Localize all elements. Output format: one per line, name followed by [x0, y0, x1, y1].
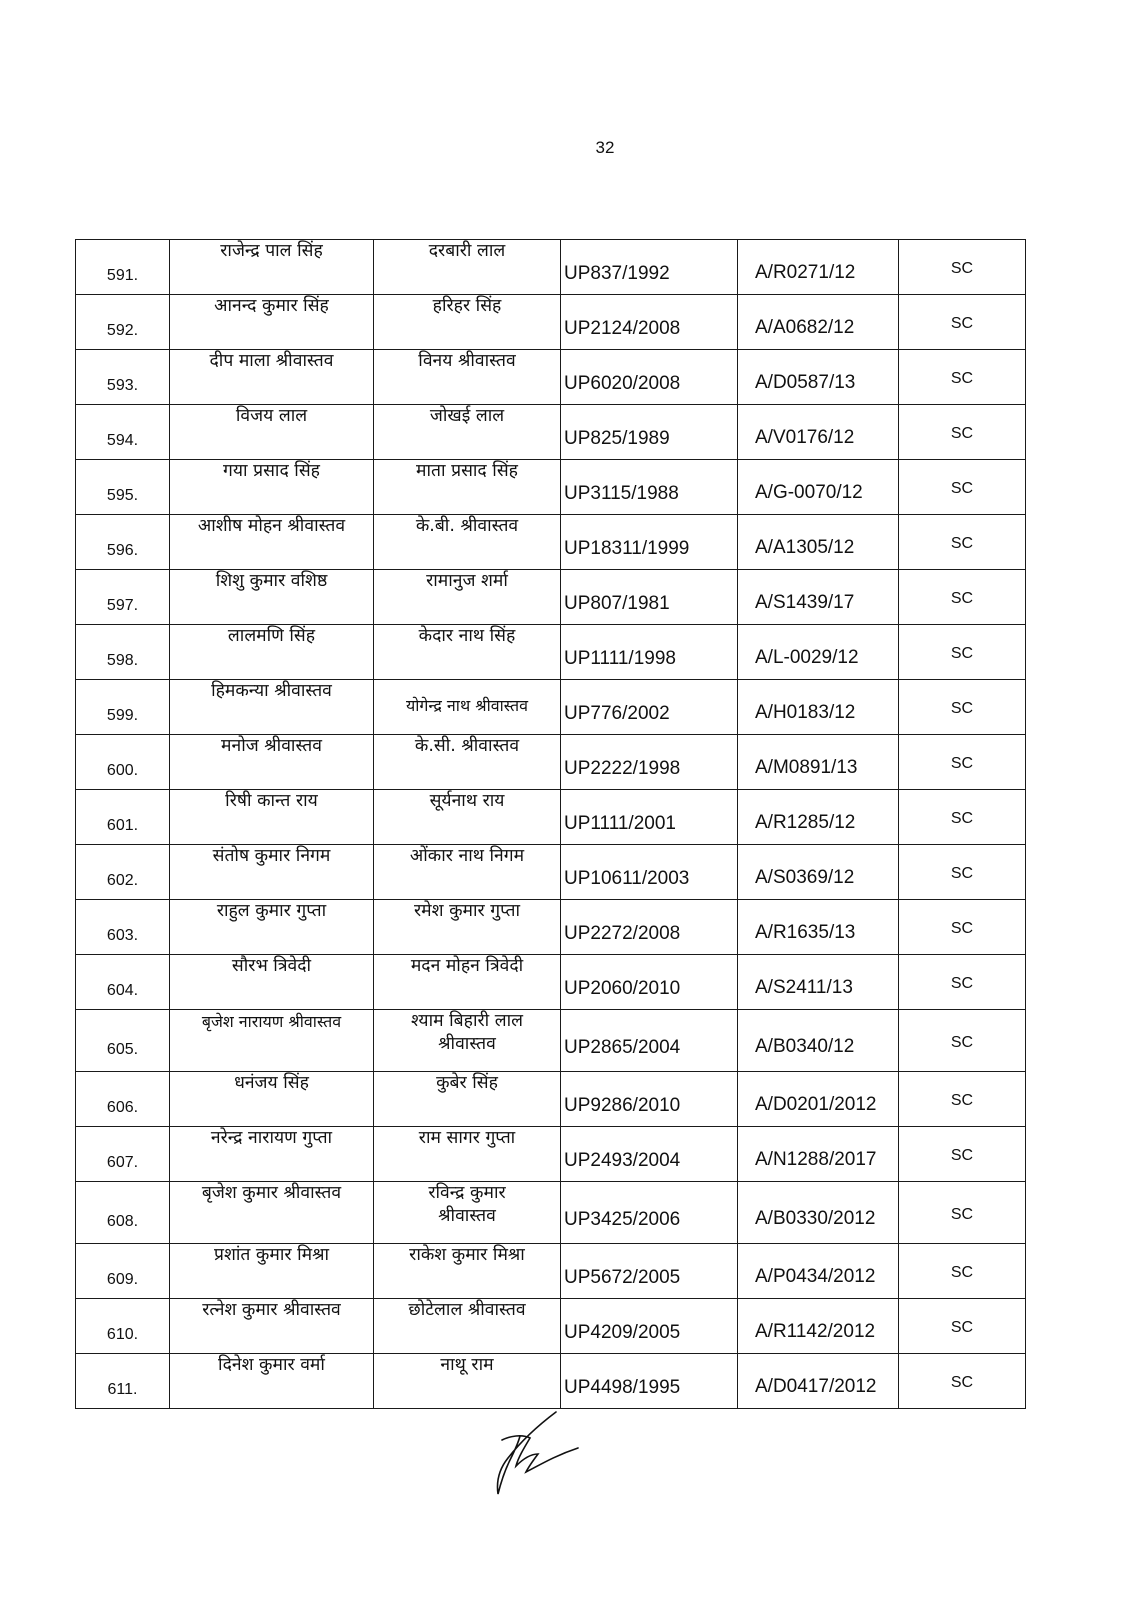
- father-name: के.बी. श्रीवास्तव: [374, 515, 561, 570]
- application-number: A/L-0029/12: [738, 625, 899, 680]
- advocate-name: प्रशांत कुमार मिश्रा: [170, 1244, 374, 1299]
- table-row: [76, 1072, 1026, 1127]
- enrolment-number: UP2124/2008: [561, 295, 738, 350]
- table-row: [76, 460, 1026, 515]
- enrolment-number: UP4498/1995: [561, 1354, 738, 1409]
- advocate-name: हिमकन्या श्रीवास्तव: [170, 680, 374, 735]
- category: SC: [899, 680, 1026, 735]
- father-name: माता प्रसाद सिंह: [374, 460, 561, 515]
- advocate-register-table: [75, 239, 1026, 1409]
- category: SC: [899, 570, 1026, 625]
- table-row: [76, 735, 1026, 790]
- application-number: A/G-0070/12: [738, 460, 899, 515]
- advocate-name: दिनेश कुमार वर्मा: [170, 1354, 374, 1409]
- table-row: [76, 1010, 1026, 1072]
- category: SC: [899, 1299, 1026, 1354]
- table-row: [76, 1354, 1026, 1409]
- application-number: A/D0417/2012: [738, 1354, 899, 1409]
- table-row: [76, 680, 1026, 735]
- enrolment-number: UP2865/2004: [561, 1010, 738, 1072]
- serial-number: 607.: [76, 1127, 170, 1182]
- father-name: विनय श्रीवास्तव: [374, 350, 561, 405]
- category: SC: [899, 405, 1026, 460]
- advocate-name: गया प्रसाद सिंह: [170, 460, 374, 515]
- advocate-name: मनोज श्रीवास्तव: [170, 735, 374, 790]
- serial-number: 608.: [76, 1182, 170, 1244]
- enrolment-number: UP807/1981: [561, 570, 738, 625]
- serial-number: 605.: [76, 1010, 170, 1072]
- category: SC: [899, 1354, 1026, 1409]
- application-number: A/R1635/13: [738, 900, 899, 955]
- father-name: योगेन्द्र नाथ श्रीवास्तव: [374, 680, 561, 735]
- enrolment-number: UP3115/1988: [561, 460, 738, 515]
- father-name: सूर्यनाथ राय: [374, 790, 561, 845]
- serial-number: 604.: [76, 955, 170, 1010]
- category: SC: [899, 460, 1026, 515]
- application-number: A/R1142/2012: [738, 1299, 899, 1354]
- category: SC: [899, 845, 1026, 900]
- enrolment-number: UP10611/2003: [561, 845, 738, 900]
- enrolment-number: UP776/2002: [561, 680, 738, 735]
- father-name: नाथू राम: [374, 1354, 561, 1409]
- application-number: A/H0183/12: [738, 680, 899, 735]
- application-number: A/B0340/12: [738, 1010, 899, 1072]
- father-name: जोखई लाल: [374, 405, 561, 460]
- serial-number: 600.: [76, 735, 170, 790]
- advocate-name: धनंजय सिंह: [170, 1072, 374, 1127]
- serial-number: 597.: [76, 570, 170, 625]
- table-row: [76, 350, 1026, 405]
- serial-number: 603.: [76, 900, 170, 955]
- serial-number: 599.: [76, 680, 170, 735]
- serial-number: 591.: [76, 240, 170, 295]
- enrolment-number: UP3425/2006: [561, 1182, 738, 1244]
- category: SC: [899, 900, 1026, 955]
- advocate-name: शिशु कुमार वशिष्ठ: [170, 570, 374, 625]
- father-name: राकेश कुमार मिश्रा: [374, 1244, 561, 1299]
- application-number: A/A0682/12: [738, 295, 899, 350]
- serial-number: 592.: [76, 295, 170, 350]
- enrolment-number: UP4209/2005: [561, 1299, 738, 1354]
- application-number: A/V0176/12: [738, 405, 899, 460]
- advocate-name: बृजेश नारायण श्रीवास्तव: [170, 1010, 374, 1072]
- table-row: [76, 845, 1026, 900]
- table-row: [76, 900, 1026, 955]
- father-name: दरबारी लाल: [374, 240, 561, 295]
- advocate-name: आनन्द कुमार सिंह: [170, 295, 374, 350]
- table-row: [76, 515, 1026, 570]
- father-name: हरिहर सिंह: [374, 295, 561, 350]
- category: SC: [899, 1127, 1026, 1182]
- enrolment-number: UP1111/1998: [561, 625, 738, 680]
- category: SC: [899, 295, 1026, 350]
- signature: [488, 1410, 588, 1500]
- father-name: राम सागर गुप्ता: [374, 1127, 561, 1182]
- category: SC: [899, 240, 1026, 295]
- category: SC: [899, 955, 1026, 1010]
- advocate-name: बृजेश कुमार श्रीवास्तव: [170, 1182, 374, 1244]
- advocate-name: नरेन्द्र नारायण गुप्ता: [170, 1127, 374, 1182]
- category: SC: [899, 1182, 1026, 1244]
- serial-number: 595.: [76, 460, 170, 515]
- category: SC: [899, 1010, 1026, 1072]
- advocate-name: विजय लाल: [170, 405, 374, 460]
- enrolment-number: UP18311/1999: [561, 515, 738, 570]
- serial-number: 609.: [76, 1244, 170, 1299]
- enrolment-number: UP6020/2008: [561, 350, 738, 405]
- table-row: [76, 240, 1026, 295]
- serial-number: 593.: [76, 350, 170, 405]
- application-number: A/S2411/13: [738, 955, 899, 1010]
- table-row: [76, 790, 1026, 845]
- table-row: [76, 405, 1026, 460]
- serial-number: 596.: [76, 515, 170, 570]
- father-name: रमेश कुमार गुप्ता: [374, 900, 561, 955]
- advocate-name: दीप माला श्रीवास्तव: [170, 350, 374, 405]
- serial-number: 601.: [76, 790, 170, 845]
- application-number: A/D0587/13: [738, 350, 899, 405]
- table-row: [76, 570, 1026, 625]
- table-row: [76, 625, 1026, 680]
- advocate-name: आशीष मोहन श्रीवास्तव: [170, 515, 374, 570]
- application-number: A/D0201/2012: [738, 1072, 899, 1127]
- application-number: A/M0891/13: [738, 735, 899, 790]
- father-name: श्याम बिहारी लाल श्रीवास्तव: [374, 1010, 561, 1072]
- enrolment-number: UP5672/2005: [561, 1244, 738, 1299]
- table-row: [76, 955, 1026, 1010]
- serial-number: 606.: [76, 1072, 170, 1127]
- category: SC: [899, 350, 1026, 405]
- serial-number: 611.: [76, 1354, 170, 1409]
- application-number: A/A1305/12: [738, 515, 899, 570]
- category: SC: [899, 790, 1026, 845]
- table-row: [76, 1299, 1026, 1354]
- father-name: रविन्द्र कुमार श्रीवास्तव: [374, 1182, 561, 1244]
- advocate-name: संतोष कुमार निगम: [170, 845, 374, 900]
- application-number: A/R1285/12: [738, 790, 899, 845]
- father-name: केदार नाथ सिंह: [374, 625, 561, 680]
- father-name: ओंकार नाथ निगम: [374, 845, 561, 900]
- category: SC: [899, 515, 1026, 570]
- enrolment-number: UP2493/2004: [561, 1127, 738, 1182]
- enrolment-number: UP837/1992: [561, 240, 738, 295]
- father-name: छोटेलाल श्रीवास्तव: [374, 1299, 561, 1354]
- serial-number: 610.: [76, 1299, 170, 1354]
- category: SC: [899, 1072, 1026, 1127]
- advocate-name: राहुल कुमार गुप्ता: [170, 900, 374, 955]
- category: SC: [899, 1244, 1026, 1299]
- serial-number: 602.: [76, 845, 170, 900]
- application-number: A/S1439/17: [738, 570, 899, 625]
- enrolment-number: UP2060/2010: [561, 955, 738, 1010]
- advocate-name: रिषी कान्त राय: [170, 790, 374, 845]
- category: SC: [899, 625, 1026, 680]
- enrolment-number: UP825/1989: [561, 405, 738, 460]
- advocate-name: लालमणि सिंह: [170, 625, 374, 680]
- father-name: के.सी. श्रीवास्तव: [374, 735, 561, 790]
- table-row: [76, 295, 1026, 350]
- application-number: A/R0271/12: [738, 240, 899, 295]
- advocate-name: सौरभ त्रिवेदी: [170, 955, 374, 1010]
- advocate-name: राजेन्द्र पाल सिंह: [170, 240, 374, 295]
- application-number: A/P0434/2012: [738, 1244, 899, 1299]
- application-number: A/B0330/2012: [738, 1182, 899, 1244]
- enrolment-number: UP2222/1998: [561, 735, 738, 790]
- father-name: मदन मोहन त्रिवेदी: [374, 955, 561, 1010]
- advocate-name: रत्नेश कुमार श्रीवास्तव: [170, 1299, 374, 1354]
- father-name: रामानुज शर्मा: [374, 570, 561, 625]
- serial-number: 598.: [76, 625, 170, 680]
- father-name: कुबेर सिंह: [374, 1072, 561, 1127]
- table-row: [76, 1127, 1026, 1182]
- table-row: [76, 1182, 1026, 1244]
- enrolment-number: UP2272/2008: [561, 900, 738, 955]
- enrolment-number: UP1111/2001: [561, 790, 738, 845]
- serial-number: 594.: [76, 405, 170, 460]
- enrolment-number: UP9286/2010: [561, 1072, 738, 1127]
- table-row: [76, 1244, 1026, 1299]
- page-number: 32: [595, 138, 615, 157]
- category: SC: [899, 735, 1026, 790]
- application-number: A/N1288/2017: [738, 1127, 899, 1182]
- application-number: A/S0369/12: [738, 845, 899, 900]
